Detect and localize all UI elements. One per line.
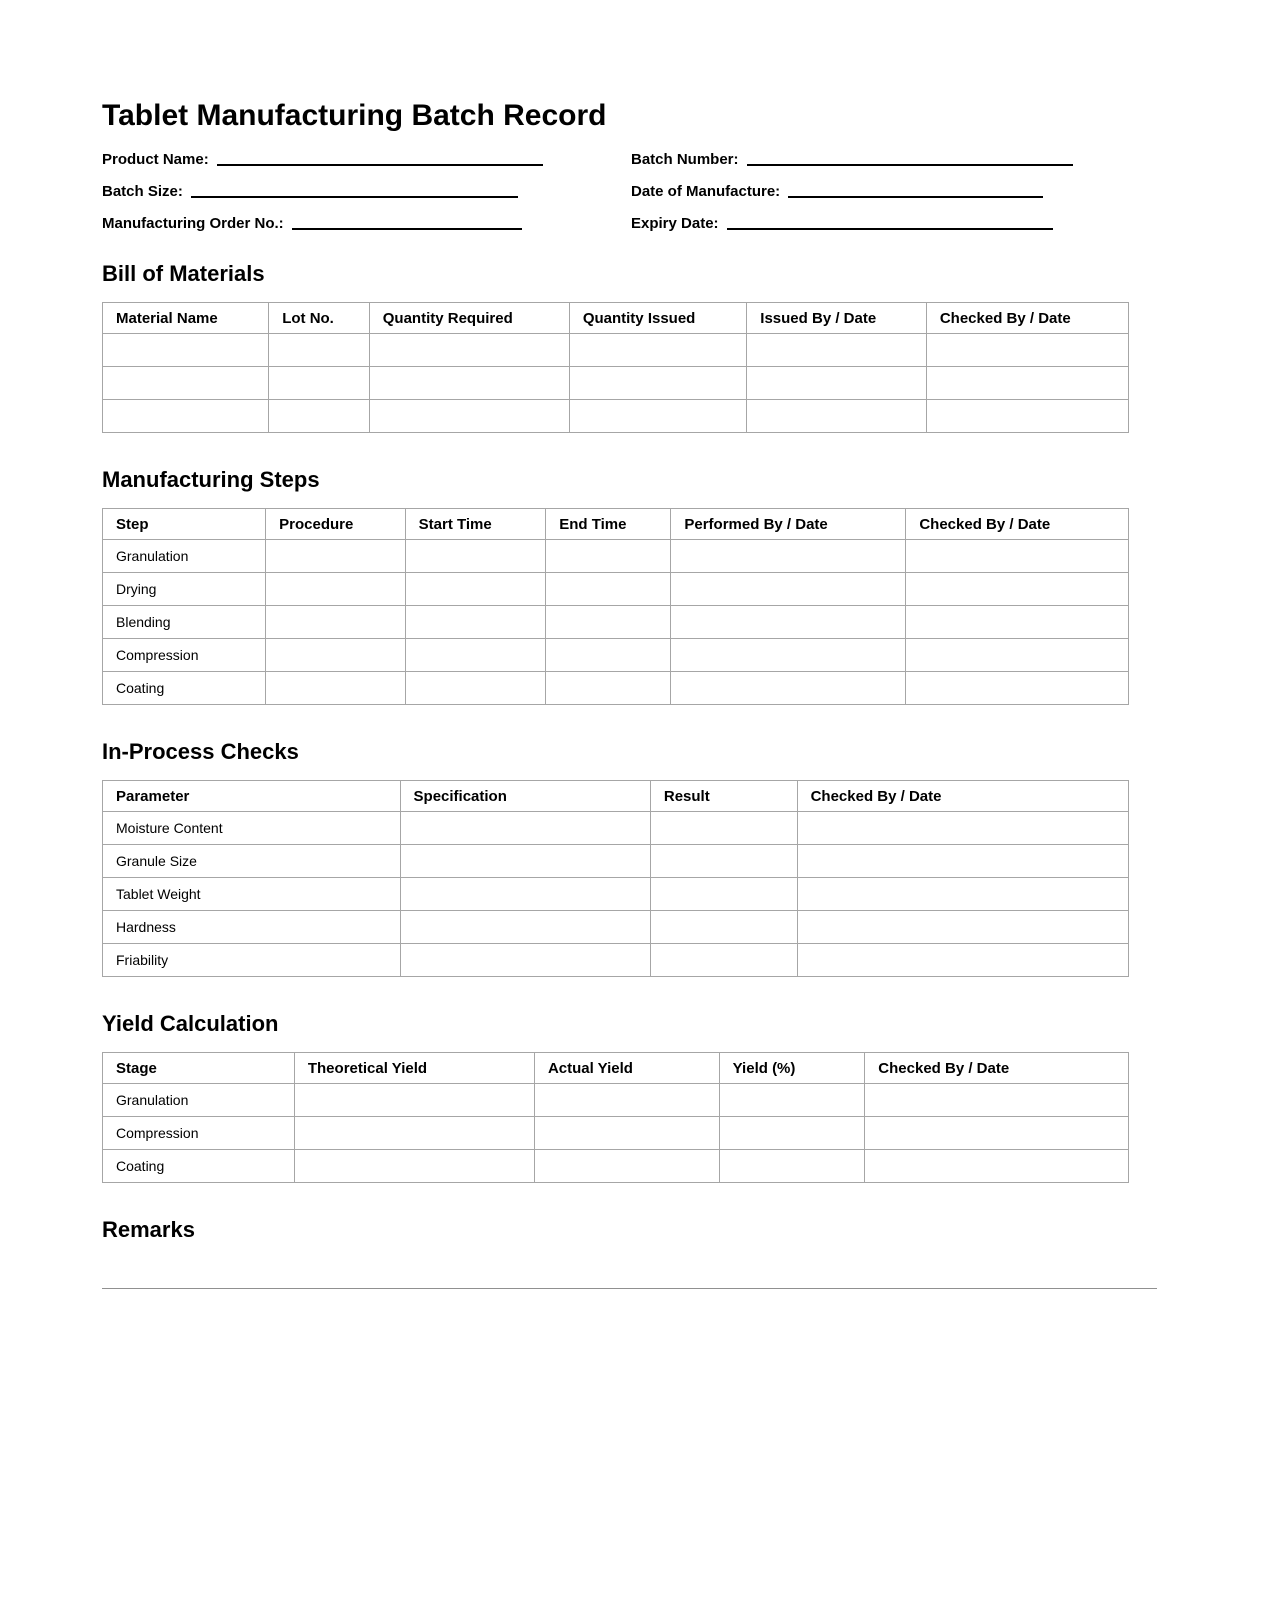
row-label-cell: Moisture Content	[103, 812, 401, 845]
row-label-cell: Granulation	[103, 1084, 295, 1117]
row-label-cell: Coating	[103, 1150, 295, 1183]
table-row	[103, 367, 1129, 400]
fill-in-cell[interactable]	[400, 812, 650, 845]
fill-in-cell[interactable]	[719, 1150, 865, 1183]
fill-in-cell[interactable]	[405, 540, 546, 573]
fill-in-cell[interactable]	[546, 672, 671, 705]
fill-in-cell[interactable]	[650, 878, 797, 911]
fill-in-cell[interactable]	[906, 639, 1129, 672]
fill-in-cell[interactable]	[294, 1117, 534, 1150]
manufacturing-steps-heading: Manufacturing Steps	[102, 467, 320, 492]
table-row	[103, 573, 1129, 606]
table-row	[103, 944, 1129, 977]
fill-in-cell[interactable]	[865, 1084, 1129, 1117]
field-manufacturing-order-no	[102, 207, 631, 239]
fill-in-cell[interactable]	[797, 944, 1128, 977]
column-header: Checked By / Date	[797, 781, 1128, 812]
fill-in-cell[interactable]	[400, 911, 650, 944]
fill-in-cell[interactable]	[294, 1084, 534, 1117]
fill-in-cell[interactable]	[865, 1150, 1129, 1183]
row-label-cell: Compression	[103, 639, 266, 672]
fill-in-cell[interactable]	[534, 1084, 719, 1117]
fill-in-cell[interactable]	[103, 367, 269, 400]
fill-in-cell[interactable]	[369, 334, 569, 367]
row-label-cell: Granule Size	[103, 845, 401, 878]
column-header: Specification	[400, 781, 650, 812]
fill-in-cell[interactable]	[906, 606, 1129, 639]
table-row	[103, 911, 1129, 944]
manufacturing-steps-table	[102, 508, 1129, 705]
fill-in-cell[interactable]	[294, 1150, 534, 1183]
fill-in-cell[interactable]	[266, 573, 406, 606]
table-row	[103, 639, 1129, 672]
header-row	[103, 303, 1129, 334]
manufacturing-order-no-blank-line[interactable]	[292, 217, 522, 230]
table-row	[103, 1150, 1129, 1183]
remarks-heading: Remarks	[102, 1217, 195, 1242]
header-fields-left-column	[102, 143, 631, 239]
fill-in-cell[interactable]	[747, 400, 927, 433]
fill-in-cell[interactable]	[269, 334, 370, 367]
column-header: Checked By / Date	[926, 303, 1128, 334]
fill-in-cell[interactable]	[405, 639, 546, 672]
bill-of-materials-table	[102, 302, 1129, 433]
row-label-cell: Granulation	[103, 540, 266, 573]
section-manufacturing-steps	[102, 467, 1161, 705]
row-label-cell: Friability	[103, 944, 401, 977]
fill-in-cell[interactable]	[719, 1084, 865, 1117]
fill-in-cell[interactable]	[650, 845, 797, 878]
row-label-cell: Blending	[103, 606, 266, 639]
expiry-date-label: Expiry Date:	[631, 214, 719, 232]
date-of-manufacture-blank-line[interactable]	[788, 185, 1043, 198]
table-row	[103, 540, 1129, 573]
product-name-blank-line[interactable]	[217, 153, 543, 166]
fill-in-cell[interactable]	[747, 334, 927, 367]
fill-in-cell[interactable]	[865, 1117, 1129, 1150]
fill-in-cell[interactable]	[266, 672, 406, 705]
field-product-name	[102, 143, 631, 175]
header-row	[103, 781, 1129, 812]
column-header: Parameter	[103, 781, 401, 812]
column-header: Checked By / Date	[906, 509, 1129, 540]
row-label-cell: Tablet Weight	[103, 878, 401, 911]
fill-in-cell[interactable]	[534, 1150, 719, 1183]
fill-in-cell[interactable]	[906, 540, 1129, 573]
fill-in-cell[interactable]	[569, 367, 746, 400]
bill-of-materials-heading: Bill of Materials	[102, 261, 265, 286]
fill-in-cell[interactable]	[671, 672, 906, 705]
yield-calculation-heading: Yield Calculation	[102, 1011, 279, 1036]
fill-in-cell[interactable]	[719, 1117, 865, 1150]
row-label-cell: Drying	[103, 573, 266, 606]
fill-in-cell[interactable]	[546, 540, 671, 573]
batch-size-label: Batch Size:	[102, 182, 183, 200]
section-yield-calculation	[102, 1011, 1161, 1183]
remarks-blank-line[interactable]	[102, 1288, 1157, 1289]
fill-in-cell[interactable]	[546, 606, 671, 639]
row-label-cell: Hardness	[103, 911, 401, 944]
fill-in-cell[interactable]	[797, 812, 1128, 845]
fill-in-cell[interactable]	[926, 367, 1128, 400]
fill-in-cell[interactable]	[650, 911, 797, 944]
fill-in-cell[interactable]	[671, 540, 906, 573]
table-row	[103, 606, 1129, 639]
column-header: Issued By / Date	[747, 303, 927, 334]
batch-size-blank-line[interactable]	[191, 185, 518, 198]
table-row	[103, 1084, 1129, 1117]
fill-in-cell[interactable]	[926, 334, 1128, 367]
fill-in-cell[interactable]	[747, 367, 927, 400]
page-title: Tablet Manufacturing Batch Record	[102, 99, 607, 132]
table-row	[103, 812, 1129, 845]
fill-in-cell[interactable]	[650, 812, 797, 845]
batch-number-label: Batch Number:	[631, 150, 739, 168]
column-header: Procedure	[266, 509, 406, 540]
fill-in-cell[interactable]	[906, 573, 1129, 606]
header-row	[103, 1053, 1129, 1084]
section-bill-of-materials	[102, 261, 1161, 433]
fill-in-cell[interactable]	[405, 672, 546, 705]
table-row	[103, 334, 1129, 367]
fill-in-cell[interactable]	[405, 606, 546, 639]
fill-in-cell[interactable]	[400, 878, 650, 911]
fill-in-cell[interactable]	[671, 639, 906, 672]
column-header: Result	[650, 781, 797, 812]
fill-in-cell[interactable]	[369, 367, 569, 400]
header-row	[103, 509, 1129, 540]
fill-in-cell[interactable]	[269, 400, 370, 433]
fill-in-cell[interactable]	[369, 400, 569, 433]
column-header: Quantity Required	[369, 303, 569, 334]
fill-in-cell[interactable]	[671, 606, 906, 639]
fill-in-cell[interactable]	[103, 334, 269, 367]
fill-in-cell[interactable]	[266, 606, 406, 639]
fill-in-cell[interactable]	[650, 944, 797, 977]
column-header: Start Time	[405, 509, 546, 540]
section-in-process-checks	[102, 739, 1161, 977]
product-name-label: Product Name:	[102, 150, 209, 168]
column-header: End Time	[546, 509, 671, 540]
column-header: Yield (%)	[719, 1053, 865, 1084]
row-label-cell: Coating	[103, 672, 266, 705]
column-header: Performed By / Date	[671, 509, 906, 540]
table-row	[103, 845, 1129, 878]
header-fields	[102, 143, 1161, 239]
fill-in-cell[interactable]	[269, 367, 370, 400]
fill-in-cell[interactable]	[400, 845, 650, 878]
fill-in-cell[interactable]	[926, 400, 1128, 433]
column-header: Quantity Issued	[569, 303, 746, 334]
table-row	[103, 878, 1129, 911]
manufacturing-order-no-label: Manufacturing Order No.:	[102, 214, 284, 232]
fill-in-cell[interactable]	[103, 400, 269, 433]
column-header: Actual Yield	[534, 1053, 719, 1084]
column-header: Material Name	[103, 303, 269, 334]
row-label-cell: Compression	[103, 1117, 295, 1150]
fill-in-cell[interactable]	[671, 573, 906, 606]
expiry-date-blank-line[interactable]	[727, 217, 1053, 230]
fill-in-cell[interactable]	[266, 540, 406, 573]
column-header: Step	[103, 509, 266, 540]
field-batch-size	[102, 175, 631, 207]
fill-in-cell[interactable]	[797, 845, 1128, 878]
table-row	[103, 400, 1129, 433]
header-fields-right-column	[631, 143, 1161, 239]
fill-in-cell[interactable]	[569, 400, 746, 433]
section-remarks	[102, 1217, 1161, 1289]
in-process-checks-table	[102, 780, 1129, 977]
fill-in-cell[interactable]	[569, 334, 746, 367]
fill-in-cell[interactable]	[266, 639, 406, 672]
in-process-checks-heading: In-Process Checks	[102, 739, 299, 764]
column-header: Stage	[103, 1053, 295, 1084]
yield-calculation-table	[102, 1052, 1129, 1183]
table-row	[103, 672, 1129, 705]
fill-in-cell[interactable]	[906, 672, 1129, 705]
batch-number-blank-line[interactable]	[747, 153, 1073, 166]
field-expiry-date	[631, 207, 1161, 239]
fill-in-cell[interactable]	[797, 911, 1128, 944]
fill-in-cell[interactable]	[405, 573, 546, 606]
fill-in-cell[interactable]	[546, 639, 671, 672]
fill-in-cell[interactable]	[546, 573, 671, 606]
fill-in-cell[interactable]	[797, 878, 1128, 911]
date-of-manufacture-label: Date of Manufacture:	[631, 182, 781, 200]
field-batch-number	[631, 143, 1161, 175]
fill-in-cell[interactable]	[400, 944, 650, 977]
field-date-of-manufacture	[631, 175, 1161, 207]
column-header: Theoretical Yield	[294, 1053, 534, 1084]
column-header: Lot No.	[269, 303, 370, 334]
fill-in-cell[interactable]	[534, 1117, 719, 1150]
table-row	[103, 1117, 1129, 1150]
column-header: Checked By / Date	[865, 1053, 1129, 1084]
